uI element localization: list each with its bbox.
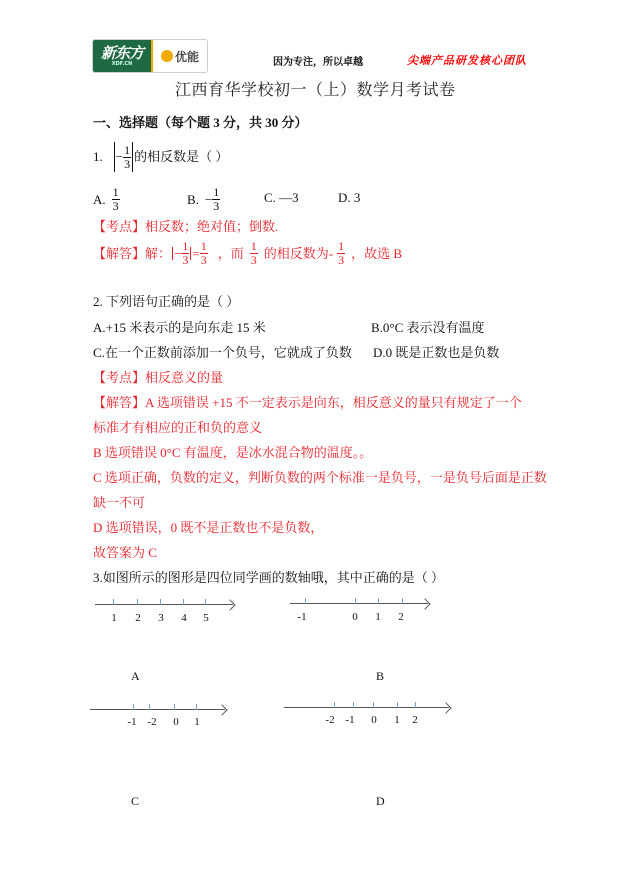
question-2-jieda-line-5: 缺一不可 [93, 495, 146, 510]
section-heading: 一、选择题（每个题 3 分，共 30 分） [93, 115, 308, 130]
number-line-a [95, 598, 240, 628]
arrow-icon [419, 598, 430, 609]
minus-sign: − [115, 149, 124, 164]
tick [305, 598, 306, 604]
abs-bar-left [114, 142, 115, 172]
tick-label: 0 [371, 714, 377, 726]
abs-bar-right [132, 142, 133, 172]
tick [353, 702, 354, 708]
question-1-option-b: B. − $\frac{1}{3}$ [187, 185, 220, 213]
youneng-logo: 优能 [153, 40, 207, 72]
header-team: 尖端产品研发核心团队 [407, 54, 527, 67]
question-1-option-a: A. $\frac{1}{3}$ [93, 185, 119, 213]
tick [378, 598, 379, 604]
figure-label-d: D [376, 794, 385, 808]
tick [205, 599, 206, 605]
tick-label: -2 [325, 714, 335, 726]
arrow-icon [216, 704, 227, 715]
number-line-b [290, 597, 435, 627]
question-2-jieda-line-2: 标准才有相应的正和负的意义 [93, 420, 263, 435]
arrow-icon [224, 599, 235, 610]
tick-label: 2 [135, 612, 141, 624]
fraction: $\frac{1}{3}$ [250, 239, 257, 267]
question-1-stem: 1. − $\frac{1}{3}$ 的相反数是（ ） [93, 142, 229, 171]
question-2-option-c: C.在一个正数前添加一个负号，它就成了负数 [93, 345, 352, 360]
tick [149, 704, 150, 710]
tick [355, 598, 356, 604]
header-slogan: 因为专注，所以卓越 [273, 57, 363, 68]
tick [137, 599, 138, 605]
tick [397, 702, 398, 708]
question-1-option-d: D. 3 [338, 190, 361, 205]
fraction: $\frac{1}{3}$ [338, 239, 345, 267]
youneng-flower-icon [161, 50, 173, 62]
document-title: 江西育华学校初一（上）数学月考试卷 [175, 82, 456, 99]
tick-label: 1 [194, 716, 200, 728]
tick-label: -1 [127, 716, 137, 728]
fraction: $\frac{1}{3}$ [213, 185, 220, 213]
tick [113, 599, 114, 605]
tick-label: 0 [352, 611, 358, 623]
axis [284, 707, 449, 708]
question-2-jieda-line-3: B 选项错误 0°C 有温度，是冰水混合物的温度。。 [93, 445, 373, 460]
xdf-youneng-logo [92, 39, 208, 73]
fraction: $\frac{1}{3}$ [200, 239, 207, 267]
question-2-kaodian: 【考点】相反意义的量 [93, 370, 224, 385]
fraction: $\frac{1}{3}$ [182, 239, 189, 267]
tick [415, 702, 416, 708]
tick-label: 5 [203, 612, 209, 624]
tick [334, 702, 335, 708]
fraction: $\frac{1}{3}$ [124, 142, 131, 171]
question-2-jieda-line-4: C 选项正确，负数的定义，判断负数的两个标准一是负号，一是负号后面是正数 [93, 470, 547, 485]
arrow-icon [440, 702, 451, 713]
question-1-kaodian: 【考点】相反数；绝对值；倒数. [93, 219, 279, 234]
question-1-jieda: 【解答】解： − $\frac{1}{3}$ = $\frac{1}{3}$ ，而 $\frac{1}{3}$ 的相反数为- $\frac{1}{3}$ ，故选 B [93, 239, 402, 267]
question-2-option-d: D.0 既是正数也是负数 [373, 345, 500, 360]
question-2-stem: 2. 下列语句正确的是（ ） [93, 294, 240, 309]
question-2-jieda-line-6: D 选项错误，0 既不是正数也不是负数， [93, 520, 324, 535]
tick [402, 598, 403, 604]
tick-label: 0 [173, 716, 179, 728]
question-number: 1. [93, 149, 103, 164]
tick-label: -1 [297, 611, 307, 623]
figure-label-b: B [376, 669, 385, 683]
axis [95, 604, 233, 605]
tick-label: 2 [412, 714, 418, 726]
question-3-stem: 3.如图所示的图形是四位同学画的数轴哦，其中正确的是（ ） [93, 570, 445, 585]
tick-label: 1 [394, 714, 400, 726]
tick-label: -1 [345, 714, 355, 726]
tick [196, 704, 197, 710]
question-2-jieda-line-7: 故答案为 C [93, 545, 157, 560]
axis [290, 603, 428, 604]
tick-label: 2 [398, 611, 404, 623]
tick-label: 1 [111, 612, 117, 624]
question-1-option-c: C. —3 [264, 190, 299, 205]
tick [183, 599, 184, 605]
xdf-logo: 新东方 XDF.CN [93, 40, 151, 72]
question-2-option-a: A.+15 米表示的是向东走 15 米 [93, 320, 266, 335]
tick [174, 704, 175, 710]
fraction: $\frac{1}{3}$ [112, 185, 119, 213]
tick [160, 599, 161, 605]
axis [90, 709, 225, 710]
tick-label: -2 [147, 716, 157, 728]
figure-label-c: C [131, 794, 140, 808]
number-line-d [284, 701, 454, 731]
tick [133, 704, 134, 710]
figure-label-a: A [131, 669, 140, 683]
tick-label: 1 [375, 611, 381, 623]
number-line-c [90, 703, 240, 733]
question-2-jieda-line-1: 【解答】A 选项错误 +15 不一定表示是向东，相反意义的量只有规定了一个 [93, 395, 522, 410]
question-2-option-b: B.0°C 表示没有温度 [371, 320, 485, 335]
tick-label: 3 [158, 612, 164, 624]
tick-label: 4 [181, 612, 187, 624]
tick [373, 702, 374, 708]
